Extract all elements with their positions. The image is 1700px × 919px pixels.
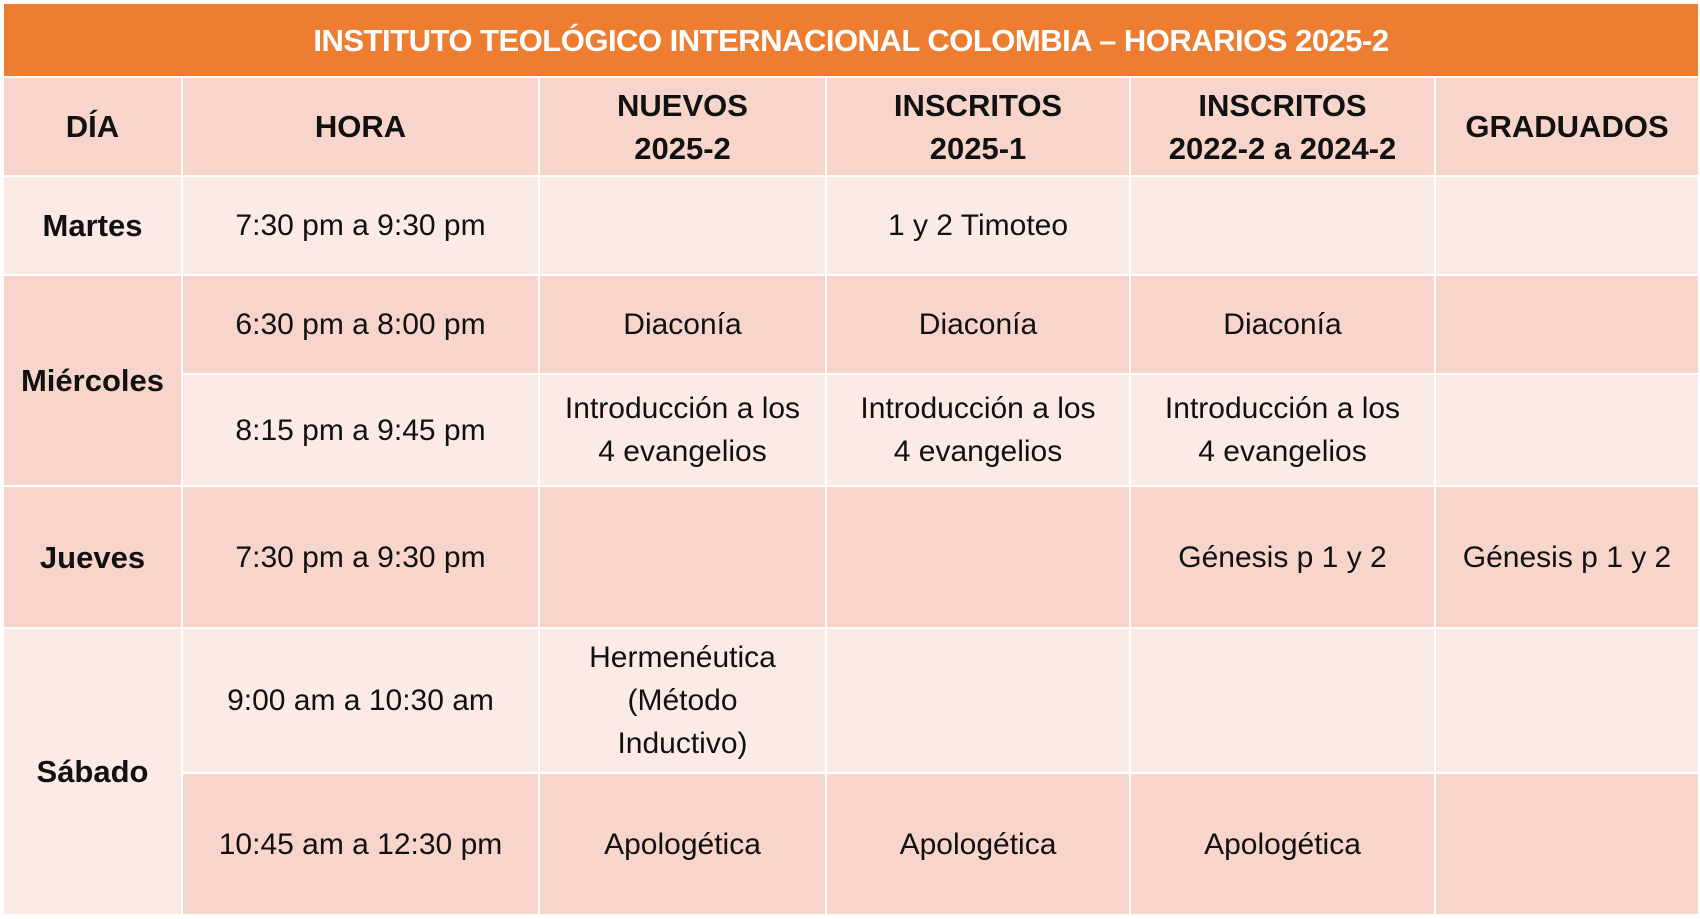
table-row: [4, 375, 1698, 485]
table-row: [4, 276, 1698, 373]
inscritos-2022-2024-cell: Apologética: [1131, 774, 1434, 914]
graduados-cell: [1436, 375, 1698, 485]
header-row: [4, 78, 1698, 175]
nuevos-cell: Introducción a los 4 evangelios: [540, 375, 825, 485]
header-inscritos-2025-1: INSCRITOS 2025-1: [827, 78, 1129, 175]
nuevos-cell: Apologética: [540, 774, 825, 914]
inscritos-2022-2024-cell: [1131, 177, 1434, 274]
time-cell: 7:30 pm a 9:30 pm: [183, 177, 538, 274]
inscritos-2025-1-cell: 1 y 2 Timoteo: [827, 177, 1129, 274]
nuevos-cell: Diaconía: [540, 276, 825, 373]
time-cell: 10:45 am a 12:30 pm: [183, 774, 538, 914]
header-dia: DÍA: [4, 78, 181, 175]
day-cell: Martes: [4, 177, 181, 274]
nuevos-cell: Hermenéutica (Método Inductivo): [540, 629, 825, 772]
inscritos-2022-2024-cell: Diaconía: [1131, 276, 1434, 373]
header-nuevos: NUEVOS 2025-2: [540, 78, 825, 175]
table-row: [4, 177, 1698, 274]
graduados-cell: [1436, 276, 1698, 373]
time-cell: 7:30 pm a 9:30 pm: [183, 487, 538, 627]
inscritos-2025-1-cell: Apologética: [827, 774, 1129, 914]
header-inscritos-2022-2024: INSCRITOS 2022-2 a 2024-2: [1131, 78, 1434, 175]
table-row: [4, 629, 1698, 772]
inscritos-2022-2024-cell: [1131, 629, 1434, 772]
time-cell: 9:00 am a 10:30 am: [183, 629, 538, 772]
table-row: [4, 487, 1698, 627]
time-cell: 6:30 pm a 8:00 pm: [183, 276, 538, 373]
header-graduados: GRADUADOS: [1436, 78, 1698, 175]
schedule-table: [2, 2, 1700, 916]
graduados-cell: [1436, 629, 1698, 772]
graduados-cell: [1436, 177, 1698, 274]
inscritos-2025-1-cell: Introducción a los 4 evangelios: [827, 375, 1129, 485]
table-row: [4, 774, 1698, 914]
inscritos-2025-1-cell: Diaconía: [827, 276, 1129, 373]
nuevos-cell: [540, 177, 825, 274]
inscritos-2022-2024-cell: Introducción a los 4 evangelios: [1131, 375, 1434, 485]
inscritos-2025-1-cell: [827, 487, 1129, 627]
day-cell: Jueves: [4, 487, 181, 627]
table-title: INSTITUTO TEOLÓGICO INTERNACIONAL COLOMBIA – HORARIOS 2025-2: [4, 4, 1698, 76]
inscritos-2022-2024-cell: Génesis p 1 y 2: [1131, 487, 1434, 627]
inscritos-2025-1-cell: [827, 629, 1129, 772]
graduados-cell: [1436, 774, 1698, 914]
header-hora: HORA: [183, 78, 538, 175]
day-cell: Miércoles: [4, 276, 181, 485]
title-row: [4, 4, 1698, 76]
nuevos-cell: [540, 487, 825, 627]
graduados-cell: Génesis p 1 y 2: [1436, 487, 1698, 627]
day-cell: Sábado: [4, 629, 181, 914]
time-cell: 8:15 pm a 9:45 pm: [183, 375, 538, 485]
